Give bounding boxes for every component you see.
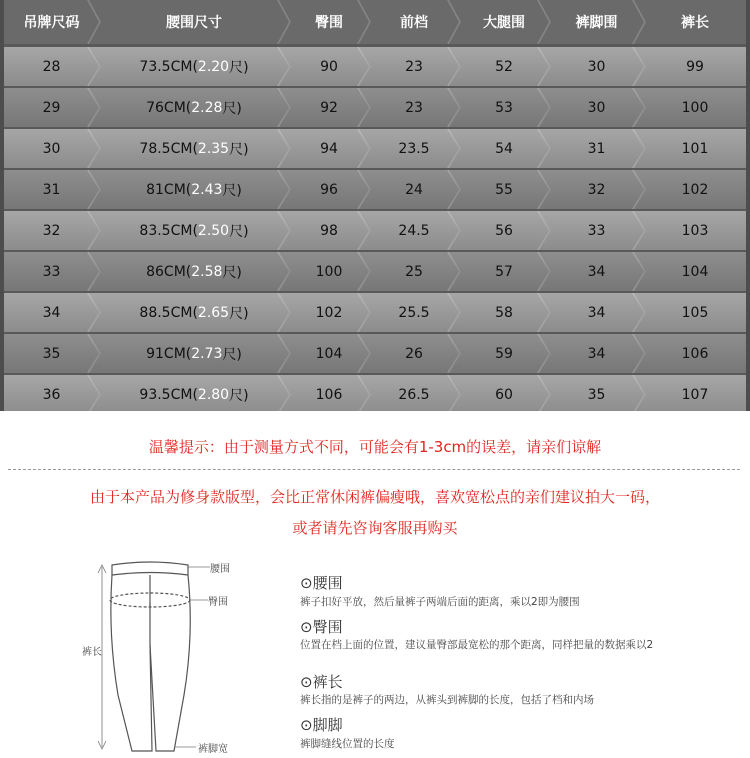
cell-hip: 92 xyxy=(289,88,369,127)
cell-front-rise: 26 xyxy=(369,334,459,373)
table-row xyxy=(4,170,746,209)
table-row xyxy=(4,293,746,332)
header-leg-opening: 裤脚围 xyxy=(549,0,644,44)
fit-note-line-1: 由于本产品为修身款版型，会比正常休闲裤偏瘦哦，喜欢宽松点的亲们建议拍大一码， xyxy=(89,488,660,506)
cell-tag-size: 30 xyxy=(4,129,99,168)
waist-chi: 2.80 xyxy=(197,386,230,403)
cell-leg-opening: 35 xyxy=(549,375,644,411)
cell-waist xyxy=(99,47,289,86)
cell-leg-opening: 30 xyxy=(549,47,644,86)
cell-tag-size: 28 xyxy=(4,47,99,86)
cell-tag-size: 33 xyxy=(4,252,99,291)
cell-length: 100 xyxy=(681,99,709,116)
cell-hip: 94 xyxy=(289,129,369,168)
cell-length: 104 xyxy=(681,263,709,280)
waist-cm: 73.5CM( xyxy=(139,58,198,75)
cell-front-rise: 25.5 xyxy=(369,293,459,332)
cell-front-rise: 23 xyxy=(369,47,459,86)
waist-cm: 78.5CM( xyxy=(139,140,198,157)
cell-tag-size: 35 xyxy=(4,334,99,373)
waist-unit: 尺) xyxy=(229,387,249,404)
definition-waist-title: ⊙腰围 xyxy=(300,574,343,592)
cell-front-rise: 23.5 xyxy=(369,129,459,168)
cell-hip: 106 xyxy=(289,375,369,411)
waist-chi: 2.28 xyxy=(191,99,223,116)
header-length: 裤长 xyxy=(681,15,709,31)
waist-chi: 2.65 xyxy=(197,304,230,321)
measurement-tip: 温馨提示：由于测量方式不同，可能会有1-3cm的误差，请亲们谅解 xyxy=(148,438,602,456)
header-front-rise: 前档 xyxy=(369,0,459,44)
cell-waist xyxy=(99,252,289,291)
cell-waist xyxy=(99,170,289,209)
waist-cm: 91CM( xyxy=(146,345,192,362)
cell-leg-opening: 33 xyxy=(549,211,644,250)
waist-chi: 2.35 xyxy=(197,140,230,157)
cell-thigh: 54 xyxy=(459,129,549,168)
cell-leg-opening: 30 xyxy=(549,88,644,127)
cell-hip: 100 xyxy=(289,252,369,291)
waist-chi: 2.58 xyxy=(191,263,223,280)
cell-hip: 102 xyxy=(289,293,369,332)
cell-leg-opening: 32 xyxy=(549,170,644,209)
table-row xyxy=(4,88,746,127)
header-thigh: 大腿围 xyxy=(459,0,549,44)
cell-waist xyxy=(99,293,289,332)
table-header-row xyxy=(4,0,746,44)
cell-leg-opening: 34 xyxy=(549,334,644,373)
cell-length: 106 xyxy=(681,345,709,362)
cell-length: 107 xyxy=(681,386,709,403)
cell-thigh: 56 xyxy=(459,211,549,250)
waist-chi: 2.50 xyxy=(197,222,230,239)
cell-tag-size: 32 xyxy=(4,211,99,250)
cell-length: 103 xyxy=(681,222,709,239)
cell-tag-size: 34 xyxy=(4,293,99,332)
waist-cm: 86CM( xyxy=(146,263,192,280)
table-row xyxy=(4,334,746,373)
cell-thigh: 60 xyxy=(459,375,549,411)
table-row xyxy=(4,129,746,168)
cell-thigh: 57 xyxy=(459,252,549,291)
cell-front-rise: 24 xyxy=(369,170,459,209)
fit-note-line-2: 或者请先咨询客服再购买 xyxy=(292,519,458,537)
table-row xyxy=(4,211,746,250)
waist-unit: 尺) xyxy=(229,305,249,322)
cell-hip: 104 xyxy=(289,334,369,373)
header-tag-size: 吊牌尺码 xyxy=(4,0,99,44)
diagram-label-length: 裤长 xyxy=(82,647,102,658)
waist-cm: 88.5CM( xyxy=(139,304,198,321)
diagram-label-hip: 臀围 xyxy=(208,597,228,608)
cell-front-rise: 23 xyxy=(369,88,459,127)
cell-waist xyxy=(99,334,289,373)
cell-length: 105 xyxy=(681,304,709,321)
waist-chi: 2.20 xyxy=(197,58,230,75)
waist-unit: 尺) xyxy=(222,182,242,199)
table-row xyxy=(4,375,746,411)
cell-waist xyxy=(99,375,289,411)
cell-leg-opening: 34 xyxy=(549,252,644,291)
diagram-label-waist: 腰围 xyxy=(210,564,230,575)
definition-waist-text: 裤子扣好平放，然后量裤子两端后面的距离，乘以2即为腰围 xyxy=(300,596,580,608)
cell-thigh: 52 xyxy=(459,47,549,86)
cell-thigh: 55 xyxy=(459,170,549,209)
cell-length: 101 xyxy=(681,140,709,157)
diagram-label-hem: 裤脚宽 xyxy=(198,744,228,755)
waist-unit: 尺) xyxy=(229,59,249,76)
cell-tag-size: 31 xyxy=(4,170,99,209)
waist-unit: 尺) xyxy=(222,346,242,363)
cell-thigh: 58 xyxy=(459,293,549,332)
cell-thigh: 59 xyxy=(459,334,549,373)
waist-cm: 93.5CM( xyxy=(139,386,198,403)
waist-cm: 76CM( xyxy=(146,99,192,116)
header-waist: 腰围尺寸 xyxy=(99,0,289,44)
cell-leg-opening: 34 xyxy=(549,293,644,332)
cell-front-rise: 25 xyxy=(369,252,459,291)
table-row xyxy=(4,252,746,291)
cell-thigh: 53 xyxy=(459,88,549,127)
definition-hem-title: ⊙脚脚 xyxy=(300,716,343,734)
definition-length-text: 裤长指的是裤子的两边，从裤头到裤脚的长度，包括了档和内场 xyxy=(300,694,594,706)
waist-unit: 尺) xyxy=(222,100,242,117)
pants-measurement-diagram xyxy=(70,555,280,754)
cell-waist xyxy=(99,211,289,250)
waist-unit: 尺) xyxy=(229,141,249,158)
cell-length: 102 xyxy=(681,181,709,198)
cell-hip: 96 xyxy=(289,170,369,209)
cell-tag-size: 29 xyxy=(4,88,99,127)
dotted-divider xyxy=(8,469,740,470)
cell-front-rise: 24.5 xyxy=(369,211,459,250)
waist-unit: 尺) xyxy=(222,264,242,281)
definition-length-title: ⊙裤长 xyxy=(300,673,343,691)
cell-waist xyxy=(99,88,289,127)
definition-hem-text: 裤脚缝线位置的长度 xyxy=(300,738,395,750)
cell-hip: 90 xyxy=(289,47,369,86)
definition-hip-title: ⊙臀围 xyxy=(300,618,343,636)
cell-front-rise: 26.5 xyxy=(369,375,459,411)
definition-hip-text: 位置在档上面的位置，建议量臀部最宽松的那个距离，同样把量的数据乘以2 xyxy=(300,639,654,651)
cell-waist xyxy=(99,129,289,168)
waist-chi: 2.73 xyxy=(191,345,223,362)
header-hip: 臀围 xyxy=(289,0,369,44)
cell-length: 99 xyxy=(686,58,704,75)
table-row xyxy=(4,47,746,86)
waist-cm: 83.5CM( xyxy=(139,222,198,239)
waist-chi: 2.43 xyxy=(191,181,223,198)
cell-tag-size: 36 xyxy=(4,375,99,411)
cell-hip: 98 xyxy=(289,211,369,250)
cell-leg-opening: 31 xyxy=(549,129,644,168)
waist-unit: 尺) xyxy=(229,223,249,240)
waist-cm: 81CM( xyxy=(146,181,192,198)
